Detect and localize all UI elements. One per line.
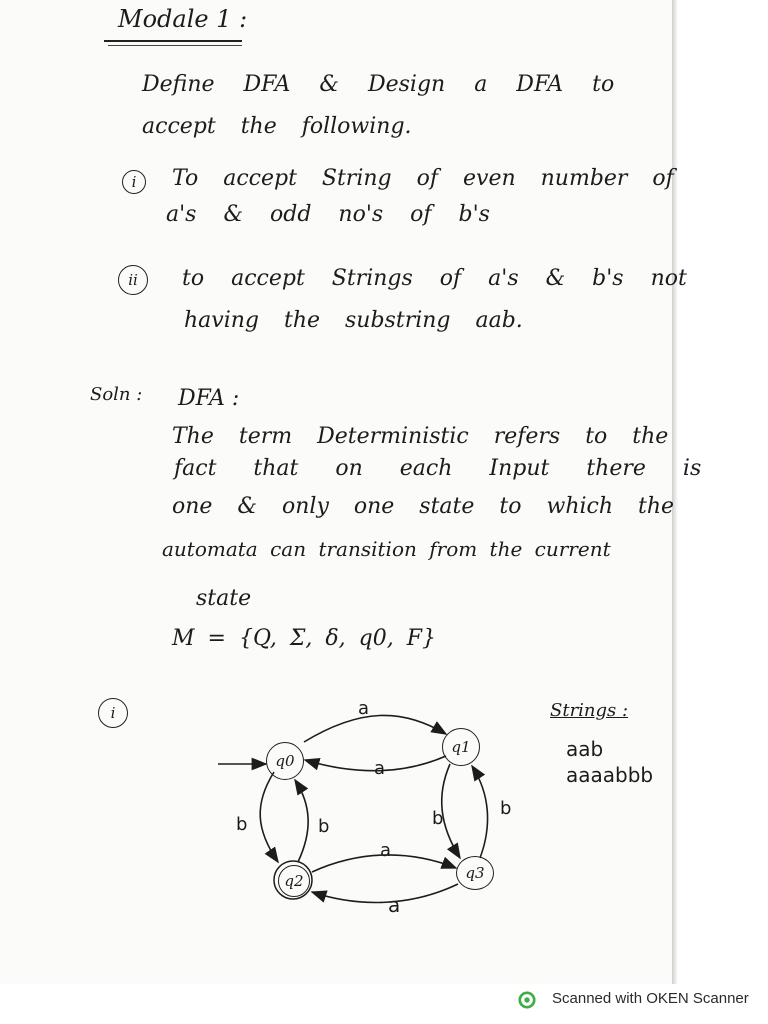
label-q3-q1: b bbox=[500, 798, 512, 819]
part-1-line-1: To accept String of even number of bbox=[172, 166, 674, 191]
edge-q0-q1 bbox=[304, 715, 446, 742]
label-q3-q2: a bbox=[388, 893, 401, 917]
label-q2-q0: b bbox=[318, 816, 330, 837]
solution-line-4: automata can transition from the current bbox=[162, 537, 611, 561]
solution-label: Soln : bbox=[90, 384, 143, 405]
solution-line-5: state bbox=[196, 586, 252, 611]
state-q0-label: q0 bbox=[275, 752, 295, 770]
edge-q3-q2 bbox=[312, 884, 458, 902]
scanner-watermark: Scanned with OKEN Scanner bbox=[552, 990, 749, 1007]
part-1-marker-text: i bbox=[131, 173, 137, 191]
solution-heading: DFA : bbox=[178, 386, 240, 411]
page-edge-shadow bbox=[672, 0, 678, 984]
strings-title: Strings : bbox=[550, 700, 629, 721]
page-title: Modale 1 : bbox=[118, 5, 248, 33]
question-line-2: accept the following. bbox=[142, 114, 412, 139]
edge-q1-q3 bbox=[442, 764, 460, 858]
solution-line-3: one & only one state to which the bbox=[172, 494, 675, 519]
tuple-definition: M = {Q, Σ, δ, q0, F} bbox=[172, 626, 436, 651]
part-2-marker-text: ii bbox=[128, 271, 138, 289]
part-2-line-2: having the substring aab. bbox=[184, 308, 523, 333]
state-q1-label: q1 bbox=[451, 738, 471, 756]
question-line-1: Define DFA & Design a DFA to bbox=[142, 72, 615, 97]
label-q2-q3: a bbox=[380, 840, 392, 861]
label-q0-q2: b bbox=[236, 814, 248, 835]
state-q3 bbox=[456, 856, 494, 890]
part-2-line-1: to accept Strings of a's & b's not bbox=[182, 266, 687, 291]
state-q2 bbox=[278, 865, 310, 897]
solution-line-1: The term Deterministic refers to the bbox=[172, 424, 669, 449]
diagram-marker-text: i bbox=[110, 704, 116, 722]
part-1-line-2: a's & odd no's of b's bbox=[166, 202, 490, 227]
state-q3-label: q3 bbox=[465, 864, 485, 882]
label-q1-q3: b bbox=[432, 808, 444, 829]
edge-q3-q1 bbox=[472, 766, 488, 858]
oken-logo-icon bbox=[518, 991, 536, 1009]
string-2: aaaabbb bbox=[566, 763, 654, 787]
label-q0-q1: a bbox=[358, 698, 370, 719]
state-q1 bbox=[442, 728, 480, 766]
string-1: aab bbox=[566, 737, 604, 761]
state-q0 bbox=[266, 742, 304, 780]
state-q2-label: q2 bbox=[284, 872, 304, 890]
edge-q0-q2 bbox=[260, 772, 278, 862]
label-q1-q0: a bbox=[374, 758, 386, 779]
solution-line-2: fact that on each Input there is bbox=[174, 456, 702, 481]
edge-q2-q0 bbox=[295, 780, 308, 862]
